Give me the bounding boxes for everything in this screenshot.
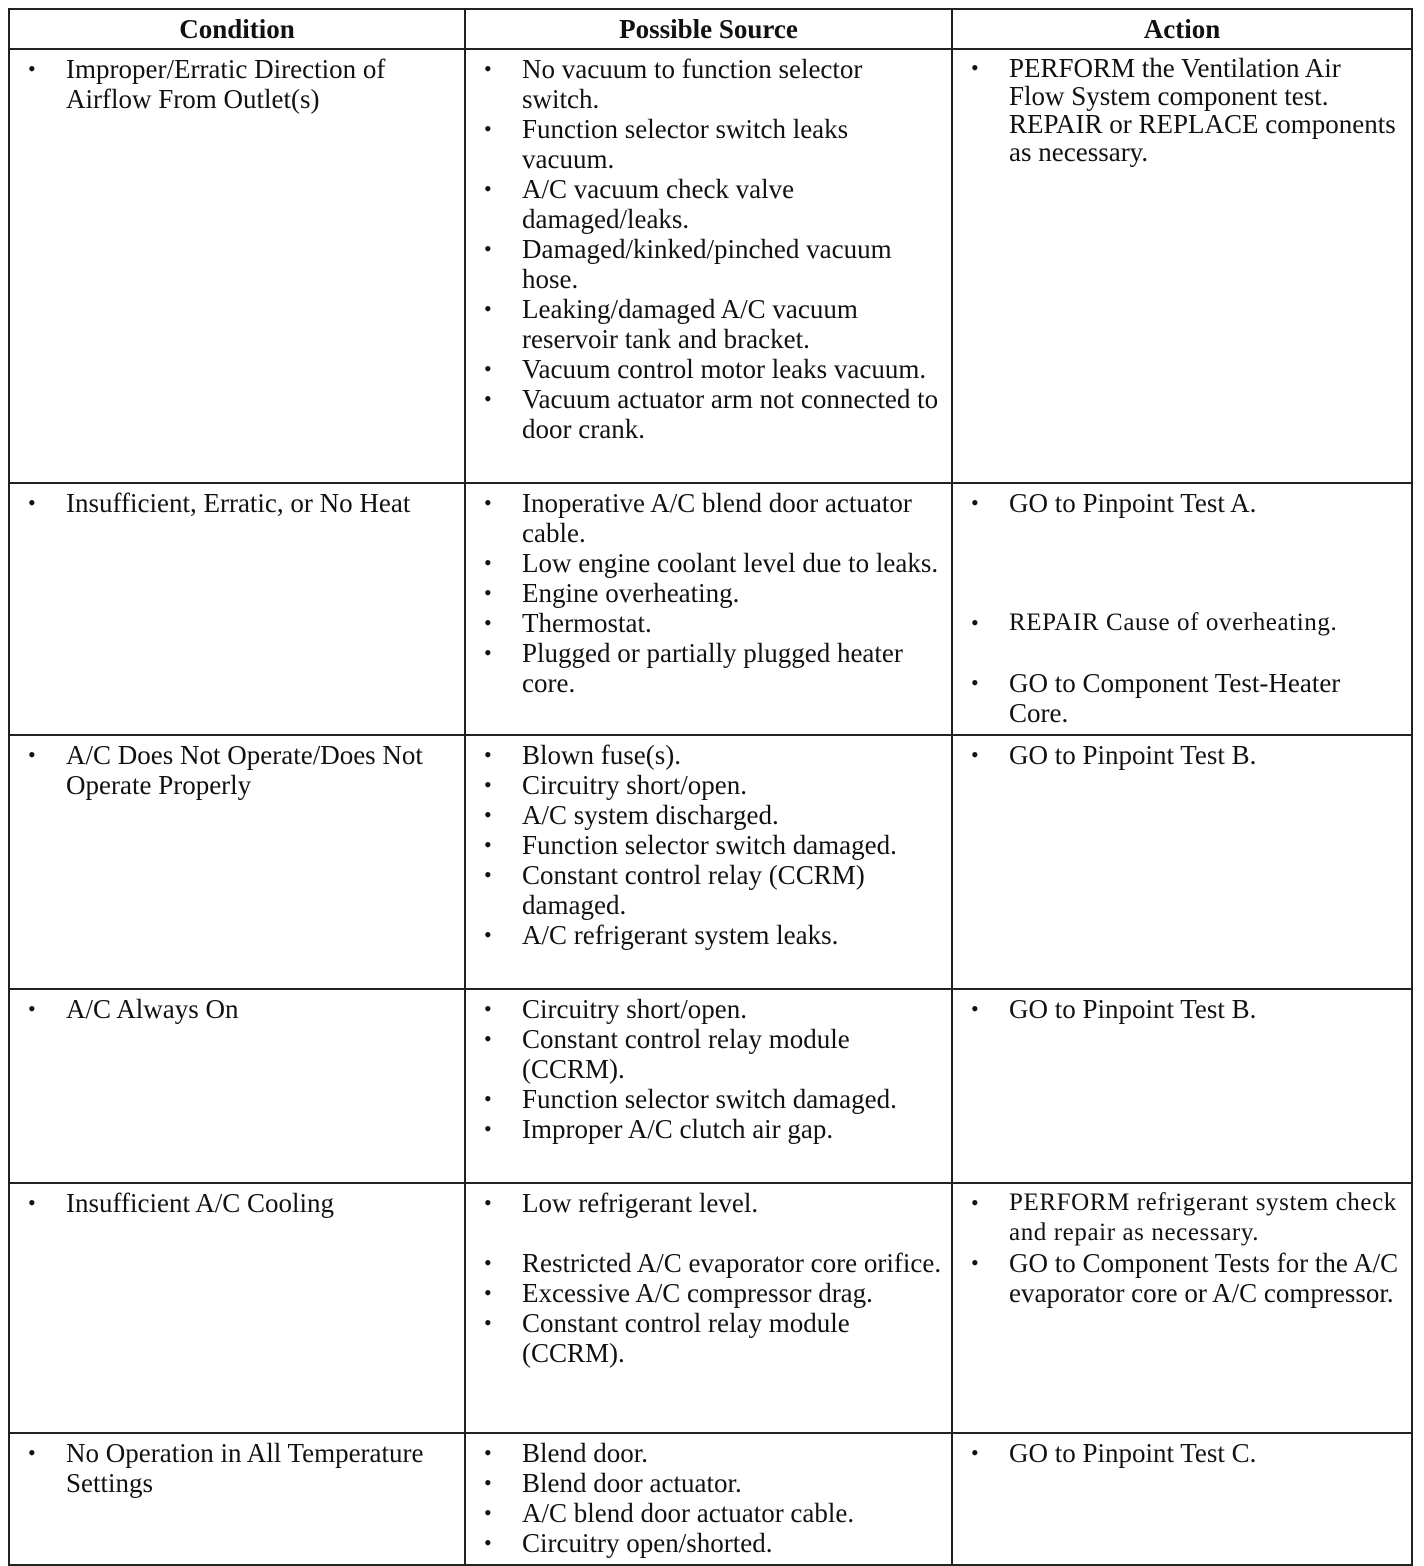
source-item: • Low refrigerant level. — [474, 1188, 943, 1218]
header-possible-source: Possible Source — [465, 9, 952, 49]
action-item: • GO to Pinpoint Test B. — [961, 740, 1403, 770]
source-item: • Engine overheating. — [474, 578, 943, 608]
source-cell — [465, 1183, 952, 1433]
source-item: • Function selector switch damaged. — [474, 830, 943, 860]
condition-cell — [9, 1183, 465, 1433]
source-item: • Function selector switch damaged. — [474, 1084, 943, 1114]
condition-item: • Insufficient A/C Cooling — [18, 1188, 456, 1218]
source-item: • Circuitry open/shorted. — [474, 1528, 943, 1558]
header-row — [9, 9, 1412, 49]
action-cell — [952, 49, 1412, 483]
action-cell — [952, 1433, 1412, 1565]
source-item: • Restricted A/C evaporator core orifice. — [474, 1248, 943, 1278]
source-item: • Blend door. — [474, 1438, 943, 1468]
table-row — [9, 989, 1412, 1183]
source-item: • Function selector switch leaks vacuum. — [474, 114, 943, 174]
action-item: • REPAIR Cause of overheating. — [961, 608, 1403, 638]
source-item: • Excessive A/C compressor drag. — [474, 1278, 943, 1308]
source-item: • Low engine coolant level due to leaks. — [474, 548, 943, 578]
action-cell — [952, 735, 1412, 989]
source-item: • Improper A/C clutch air gap. — [474, 1114, 943, 1144]
action-cell — [952, 1183, 1412, 1433]
source-item: • No vacuum to function selector switch. — [474, 54, 943, 114]
source-item: • A/C blend door actuator cable. — [474, 1498, 943, 1528]
condition-item: • Insufficient, Erratic, or No Heat — [18, 488, 456, 518]
source-item: • Inoperative A/C blend door actuator cable. — [474, 488, 943, 548]
source-item: • Leaking/damaged A/C vacuum reservoir tank and bracket. — [474, 294, 943, 354]
condition-cell — [9, 483, 465, 735]
source-item: • A/C vacuum check valve damaged/leaks. — [474, 174, 943, 234]
source-item: • A/C refrigerant system leaks. — [474, 920, 943, 950]
action-cell — [952, 483, 1412, 735]
action-item: • GO to Component Tests for the A/C evaporator core or A/C compressor. — [961, 1248, 1403, 1308]
condition-item: • No Operation in All Temperature Settings — [18, 1438, 456, 1498]
condition-item: • Improper/Erratic Direction of Airflow From Outlet(s) — [18, 54, 456, 114]
source-item: • Circuitry short/open. — [474, 770, 943, 800]
source-cell — [465, 49, 952, 483]
table-row — [9, 483, 1412, 735]
condition-cell — [9, 49, 465, 483]
source-item: • Constant control relay (CCRM) damaged. — [474, 860, 943, 920]
action-item: • GO to Pinpoint Test B. — [961, 994, 1403, 1024]
source-item: • Circuitry short/open. — [474, 994, 943, 1024]
source-cell — [465, 989, 952, 1183]
action-item: • GO to Pinpoint Test C. — [961, 1438, 1403, 1468]
source-cell — [465, 735, 952, 989]
action-item: • GO to Component Test-Heater Core. — [961, 668, 1403, 728]
header-action: Action — [952, 9, 1412, 49]
condition-item: • A/C Always On — [18, 994, 456, 1024]
source-item: • Thermostat. — [474, 608, 943, 638]
source-item: • Constant control relay module (CCRM). — [474, 1308, 943, 1368]
source-item: • Blown fuse(s). — [474, 740, 943, 770]
action-item: • PERFORM refrigerant system check and repair as necessary. — [961, 1188, 1403, 1248]
action-cell — [952, 989, 1412, 1183]
action-item: • GO to Pinpoint Test A. — [961, 488, 1403, 518]
source-item: • Blend door actuator. — [474, 1468, 943, 1498]
source-cell — [465, 483, 952, 735]
source-item: • Vacuum actuator arm not connected to door crank. — [474, 384, 943, 444]
action-item: • PERFORM the Ventilation Air Flow System component test. REPAIR or REPLACE components as necessary. — [961, 54, 1403, 166]
table-row — [9, 1183, 1412, 1433]
condition-cell — [9, 1433, 465, 1565]
table-row — [9, 735, 1412, 989]
source-item: • Damaged/kinked/pinched vacuum hose. — [474, 234, 943, 294]
table-row — [9, 1433, 1412, 1565]
source-item: • Plugged or partially plugged heater core. — [474, 638, 943, 698]
source-item: • A/C system discharged. — [474, 800, 943, 830]
source-item: • Vacuum control motor leaks vacuum. — [474, 354, 943, 384]
troubleshooting-table — [8, 8, 1413, 1566]
table-row — [9, 49, 1412, 483]
source-cell — [465, 1433, 952, 1565]
condition-cell — [9, 989, 465, 1183]
source-item: • Constant control relay module (CCRM). — [474, 1024, 943, 1084]
condition-cell — [9, 735, 465, 989]
condition-item: • A/C Does Not Operate/Does Not Operate Properly — [18, 740, 456, 800]
header-condition: Condition — [9, 9, 465, 49]
